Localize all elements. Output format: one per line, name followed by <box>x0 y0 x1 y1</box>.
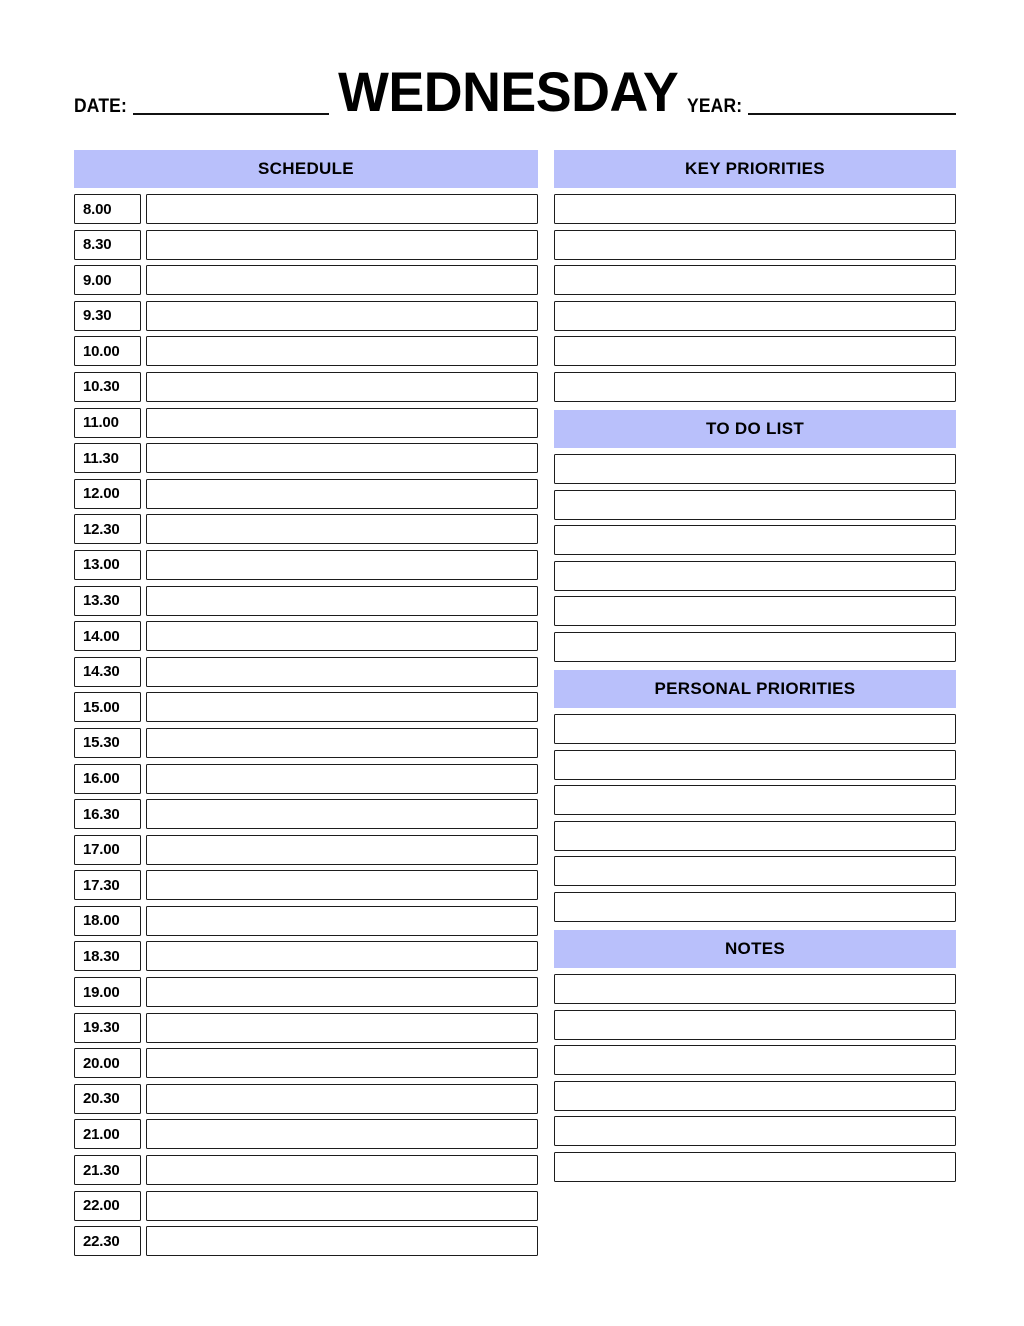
schedule-time-label: 11.30 <box>74 443 141 473</box>
schedule-row <box>74 870 538 900</box>
schedule-entry-field[interactable] <box>146 443 538 473</box>
schedule-row <box>74 621 538 651</box>
schedule-entry-field[interactable] <box>146 301 538 331</box>
personal-priorities-section-header: PERSONAL PRIORITIES <box>554 670 956 708</box>
schedule-entry-field[interactable] <box>146 870 538 900</box>
schedule-time-label: 18.00 <box>74 906 141 936</box>
schedule-row <box>74 1084 538 1114</box>
schedule-time-label: 22.30 <box>74 1226 141 1256</box>
schedule-row <box>74 764 538 794</box>
schedule-time-label: 17.00 <box>74 835 141 865</box>
year-write-in-line[interactable] <box>748 113 956 115</box>
schedule-entry-field[interactable] <box>146 728 538 758</box>
schedule-row <box>74 906 538 936</box>
schedule-entry-field[interactable] <box>146 408 538 438</box>
schedule-rows <box>74 194 538 1256</box>
schedule-entry-field[interactable] <box>146 977 538 1007</box>
to-do-item-field[interactable] <box>554 632 956 662</box>
schedule-time-label: 17.30 <box>74 870 141 900</box>
schedule-time-label: 13.30 <box>74 586 141 616</box>
notes-line-field[interactable] <box>554 1116 956 1146</box>
schedule-entry-field[interactable] <box>146 586 538 616</box>
schedule-row <box>74 1048 538 1078</box>
schedule-row <box>74 194 538 224</box>
schedule-column <box>74 150 538 1262</box>
schedule-entry-field[interactable] <box>146 1119 538 1149</box>
schedule-entry-field[interactable] <box>146 265 538 295</box>
schedule-time-label: 15.00 <box>74 692 141 722</box>
schedule-time-label: 8.00 <box>74 194 141 224</box>
notes-section <box>554 930 956 1182</box>
key-priorities-section-header: KEY PRIORITIES <box>554 150 956 188</box>
schedule-row <box>74 479 538 509</box>
schedule-time-label: 14.00 <box>74 621 141 651</box>
schedule-row <box>74 443 538 473</box>
schedule-row <box>74 1119 538 1149</box>
schedule-entry-field[interactable] <box>146 1048 538 1078</box>
schedule-entry-field[interactable] <box>146 372 538 402</box>
schedule-entry-field[interactable] <box>146 194 538 224</box>
schedule-row <box>74 550 538 580</box>
schedule-entry-field[interactable] <box>146 621 538 651</box>
personal-priorities-section <box>554 670 956 922</box>
key-priority-field[interactable] <box>554 194 956 224</box>
schedule-row <box>74 692 538 722</box>
schedule-time-label: 16.30 <box>74 799 141 829</box>
schedule-time-label: 16.00 <box>74 764 141 794</box>
to-do-list-rows <box>554 454 956 662</box>
personal-priority-field[interactable] <box>554 714 956 744</box>
notes-line-field[interactable] <box>554 974 956 1004</box>
schedule-entry-field[interactable] <box>146 230 538 260</box>
schedule-time-label: 22.00 <box>74 1191 141 1221</box>
schedule-entry-field[interactable] <box>146 1226 538 1256</box>
year-field-group <box>687 62 956 122</box>
key-priority-field[interactable] <box>554 336 956 366</box>
schedule-entry-field[interactable] <box>146 906 538 936</box>
schedule-time-label: 21.30 <box>74 1155 141 1185</box>
schedule-row <box>74 1013 538 1043</box>
key-priorities-section <box>554 150 956 402</box>
schedule-entry-field[interactable] <box>146 336 538 366</box>
schedule-time-label: 15.30 <box>74 728 141 758</box>
schedule-time-label: 19.30 <box>74 1013 141 1043</box>
planner-header <box>74 62 956 122</box>
schedule-entry-field[interactable] <box>146 799 538 829</box>
personal-priority-field[interactable] <box>554 750 956 780</box>
schedule-time-label: 18.30 <box>74 941 141 971</box>
schedule-entry-field[interactable] <box>146 1084 538 1114</box>
date-write-in-line[interactable] <box>133 113 329 115</box>
schedule-entry-field[interactable] <box>146 835 538 865</box>
schedule-row <box>74 977 538 1007</box>
schedule-time-label: 14.30 <box>74 657 141 687</box>
schedule-row <box>74 941 538 971</box>
schedule-entry-field[interactable] <box>146 479 538 509</box>
schedule-entry-field[interactable] <box>146 514 538 544</box>
schedule-entry-field[interactable] <box>146 657 538 687</box>
to-do-list-section <box>554 410 956 662</box>
schedule-row <box>74 1226 538 1256</box>
schedule-entry-field[interactable] <box>146 941 538 971</box>
notes-rows <box>554 974 956 1182</box>
schedule-row <box>74 265 538 295</box>
schedule-row <box>74 301 538 331</box>
schedule-time-label: 9.30 <box>74 301 141 331</box>
schedule-time-label: 21.00 <box>74 1119 141 1149</box>
schedule-row <box>74 230 538 260</box>
schedule-row <box>74 835 538 865</box>
key-priority-field[interactable] <box>554 372 956 402</box>
schedule-time-label: 10.30 <box>74 372 141 402</box>
notes-line-field[interactable] <box>554 1081 956 1111</box>
notes-section-header: NOTES <box>554 930 956 968</box>
notes-line-field[interactable] <box>554 1010 956 1040</box>
personal-priority-field[interactable] <box>554 785 956 815</box>
schedule-row <box>74 336 538 366</box>
date-label: DATE: <box>74 96 128 117</box>
to-do-item-field[interactable] <box>554 454 956 484</box>
schedule-time-label: 19.00 <box>74 977 141 1007</box>
schedule-row <box>74 1191 538 1221</box>
to-do-item-field[interactable] <box>554 490 956 520</box>
schedule-row <box>74 372 538 402</box>
schedule-row <box>74 728 538 758</box>
schedule-entry-field[interactable] <box>146 692 538 722</box>
schedule-entry-field[interactable] <box>146 1191 538 1221</box>
schedule-entry-field[interactable] <box>146 1155 538 1185</box>
to-do-item-field[interactable] <box>554 561 956 591</box>
key-priority-field[interactable] <box>554 301 956 331</box>
date-field-group <box>74 62 329 122</box>
to-do-list-section-header: TO DO LIST <box>554 410 956 448</box>
key-priorities-rows <box>554 194 956 402</box>
side-column <box>554 150 956 1190</box>
to-do-item-field[interactable] <box>554 525 956 555</box>
schedule-row <box>74 799 538 829</box>
schedule-entry-field[interactable] <box>146 1013 538 1043</box>
personal-priorities-rows <box>554 714 956 922</box>
schedule-time-label: 11.00 <box>74 408 141 438</box>
schedule-time-label: 10.00 <box>74 336 141 366</box>
schedule-time-label: 9.00 <box>74 265 141 295</box>
schedule-time-label: 12.30 <box>74 514 141 544</box>
schedule-time-label: 12.00 <box>74 479 141 509</box>
key-priority-field[interactable] <box>554 230 956 260</box>
schedule-entry-field[interactable] <box>146 550 538 580</box>
schedule-time-label: 20.30 <box>74 1084 141 1114</box>
schedule-entry-field[interactable] <box>146 764 538 794</box>
notes-line-field[interactable] <box>554 1045 956 1075</box>
schedule-row <box>74 408 538 438</box>
personal-priority-field[interactable] <box>554 856 956 886</box>
schedule-row <box>74 514 538 544</box>
key-priority-field[interactable] <box>554 265 956 295</box>
schedule-section-header: SCHEDULE <box>74 150 538 188</box>
schedule-row <box>74 657 538 687</box>
personal-priority-field[interactable] <box>554 892 956 922</box>
schedule-row <box>74 586 538 616</box>
schedule-row <box>74 1155 538 1185</box>
schedule-time-label: 13.00 <box>74 550 141 580</box>
schedule-time-label: 20.00 <box>74 1048 141 1078</box>
personal-priority-field[interactable] <box>554 821 956 851</box>
year-label: YEAR: <box>686 96 743 117</box>
page-title: WEDNESDAY <box>337 60 678 123</box>
to-do-item-field[interactable] <box>554 596 956 626</box>
schedule-time-label: 8.30 <box>74 230 141 260</box>
notes-line-field[interactable] <box>554 1152 956 1182</box>
